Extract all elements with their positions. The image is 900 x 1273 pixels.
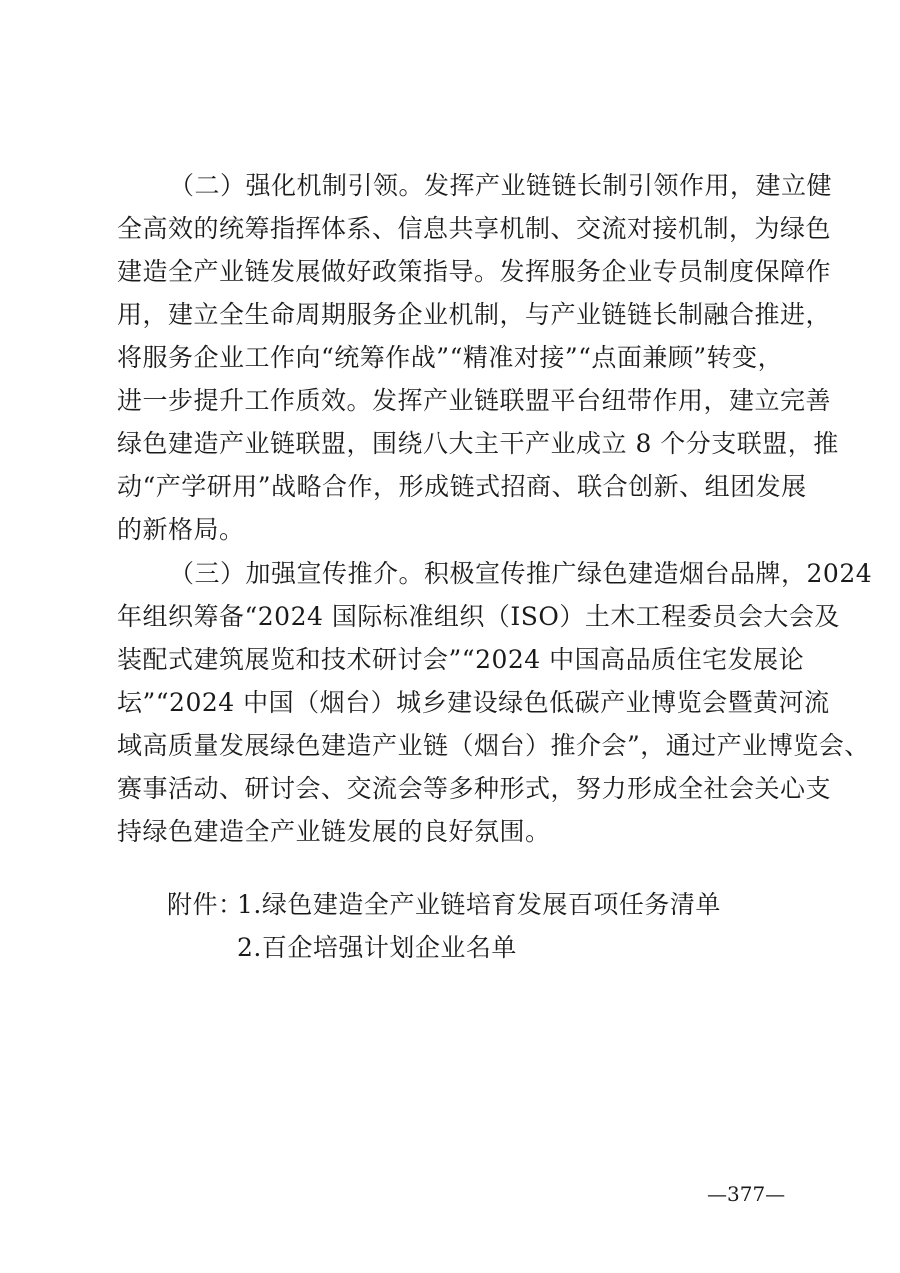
section3-line-4: 坛”“2024 中国（烟台）城乡建设绿色低碳产业博览会暨黄河流 <box>117 688 830 717</box>
attachments-label: 附件： <box>167 890 244 919</box>
section2-line-7: 绿色建造产业链联盟，围绕八大主干产业成立 8 个分支联盟，推 <box>117 429 839 458</box>
section3-line-6: 赛事活动、研讨会、交流会等多种形式，努力形成全社会关心支 <box>117 774 832 803</box>
attachment-item-2: 2.百企培强计划企业名单 <box>237 933 517 962</box>
section2-line-3: 建造全产业链发展做好政策指导。发挥服务企业专员制度保障作 <box>117 257 832 286</box>
section3-line-5: 域高质量发展绿色建造产业链（烟台）推介会”，通过产业博览会、 <box>117 731 870 760</box>
section2-line-2: 全高效的统筹指挥体系、信息共享机制、交流对接机制，为绿色 <box>117 214 832 243</box>
attachment-item-1: 1.绿色建造全产业链培育发展百项任务清单 <box>237 890 721 919</box>
section2-line-6: 进一步提升工作质效。发挥产业链联盟平台纽带作用，建立完善 <box>117 386 832 415</box>
section3-line-3: 装配式建筑展览和技术研讨会”“2024 中国高品质住宅发展论 <box>117 645 805 674</box>
section2-line-9: 的新格局。 <box>117 515 245 544</box>
section3-line-7: 持绿色建造全产业链发展的良好氛围。 <box>117 817 551 846</box>
section3-line-1: （三）加强宣传推介。积极宣传推广绿色建造烟台品牌，2024 <box>169 559 873 588</box>
section3-line-2: 年组织筹备“2024 国际标准组织（ISO）土木工程委员会大会及 <box>117 602 840 631</box>
page-number: —377— <box>707 1182 786 1206</box>
section2-line-5: 将服务企业工作向“统筹作战”“精准对接”“点面兼顾”转变， <box>117 343 784 372</box>
section2-line-1: （二）强化机制引领。发挥产业链链长制引领作用，建立健 <box>169 171 833 200</box>
section2-line-4: 用，建立全生命周期服务企业机制，与产业链链长制融合推进， <box>117 300 832 329</box>
section2-line-8: 动“产学研用”战略合作，形成链式招商、联合创新、组团发展 <box>117 472 807 501</box>
